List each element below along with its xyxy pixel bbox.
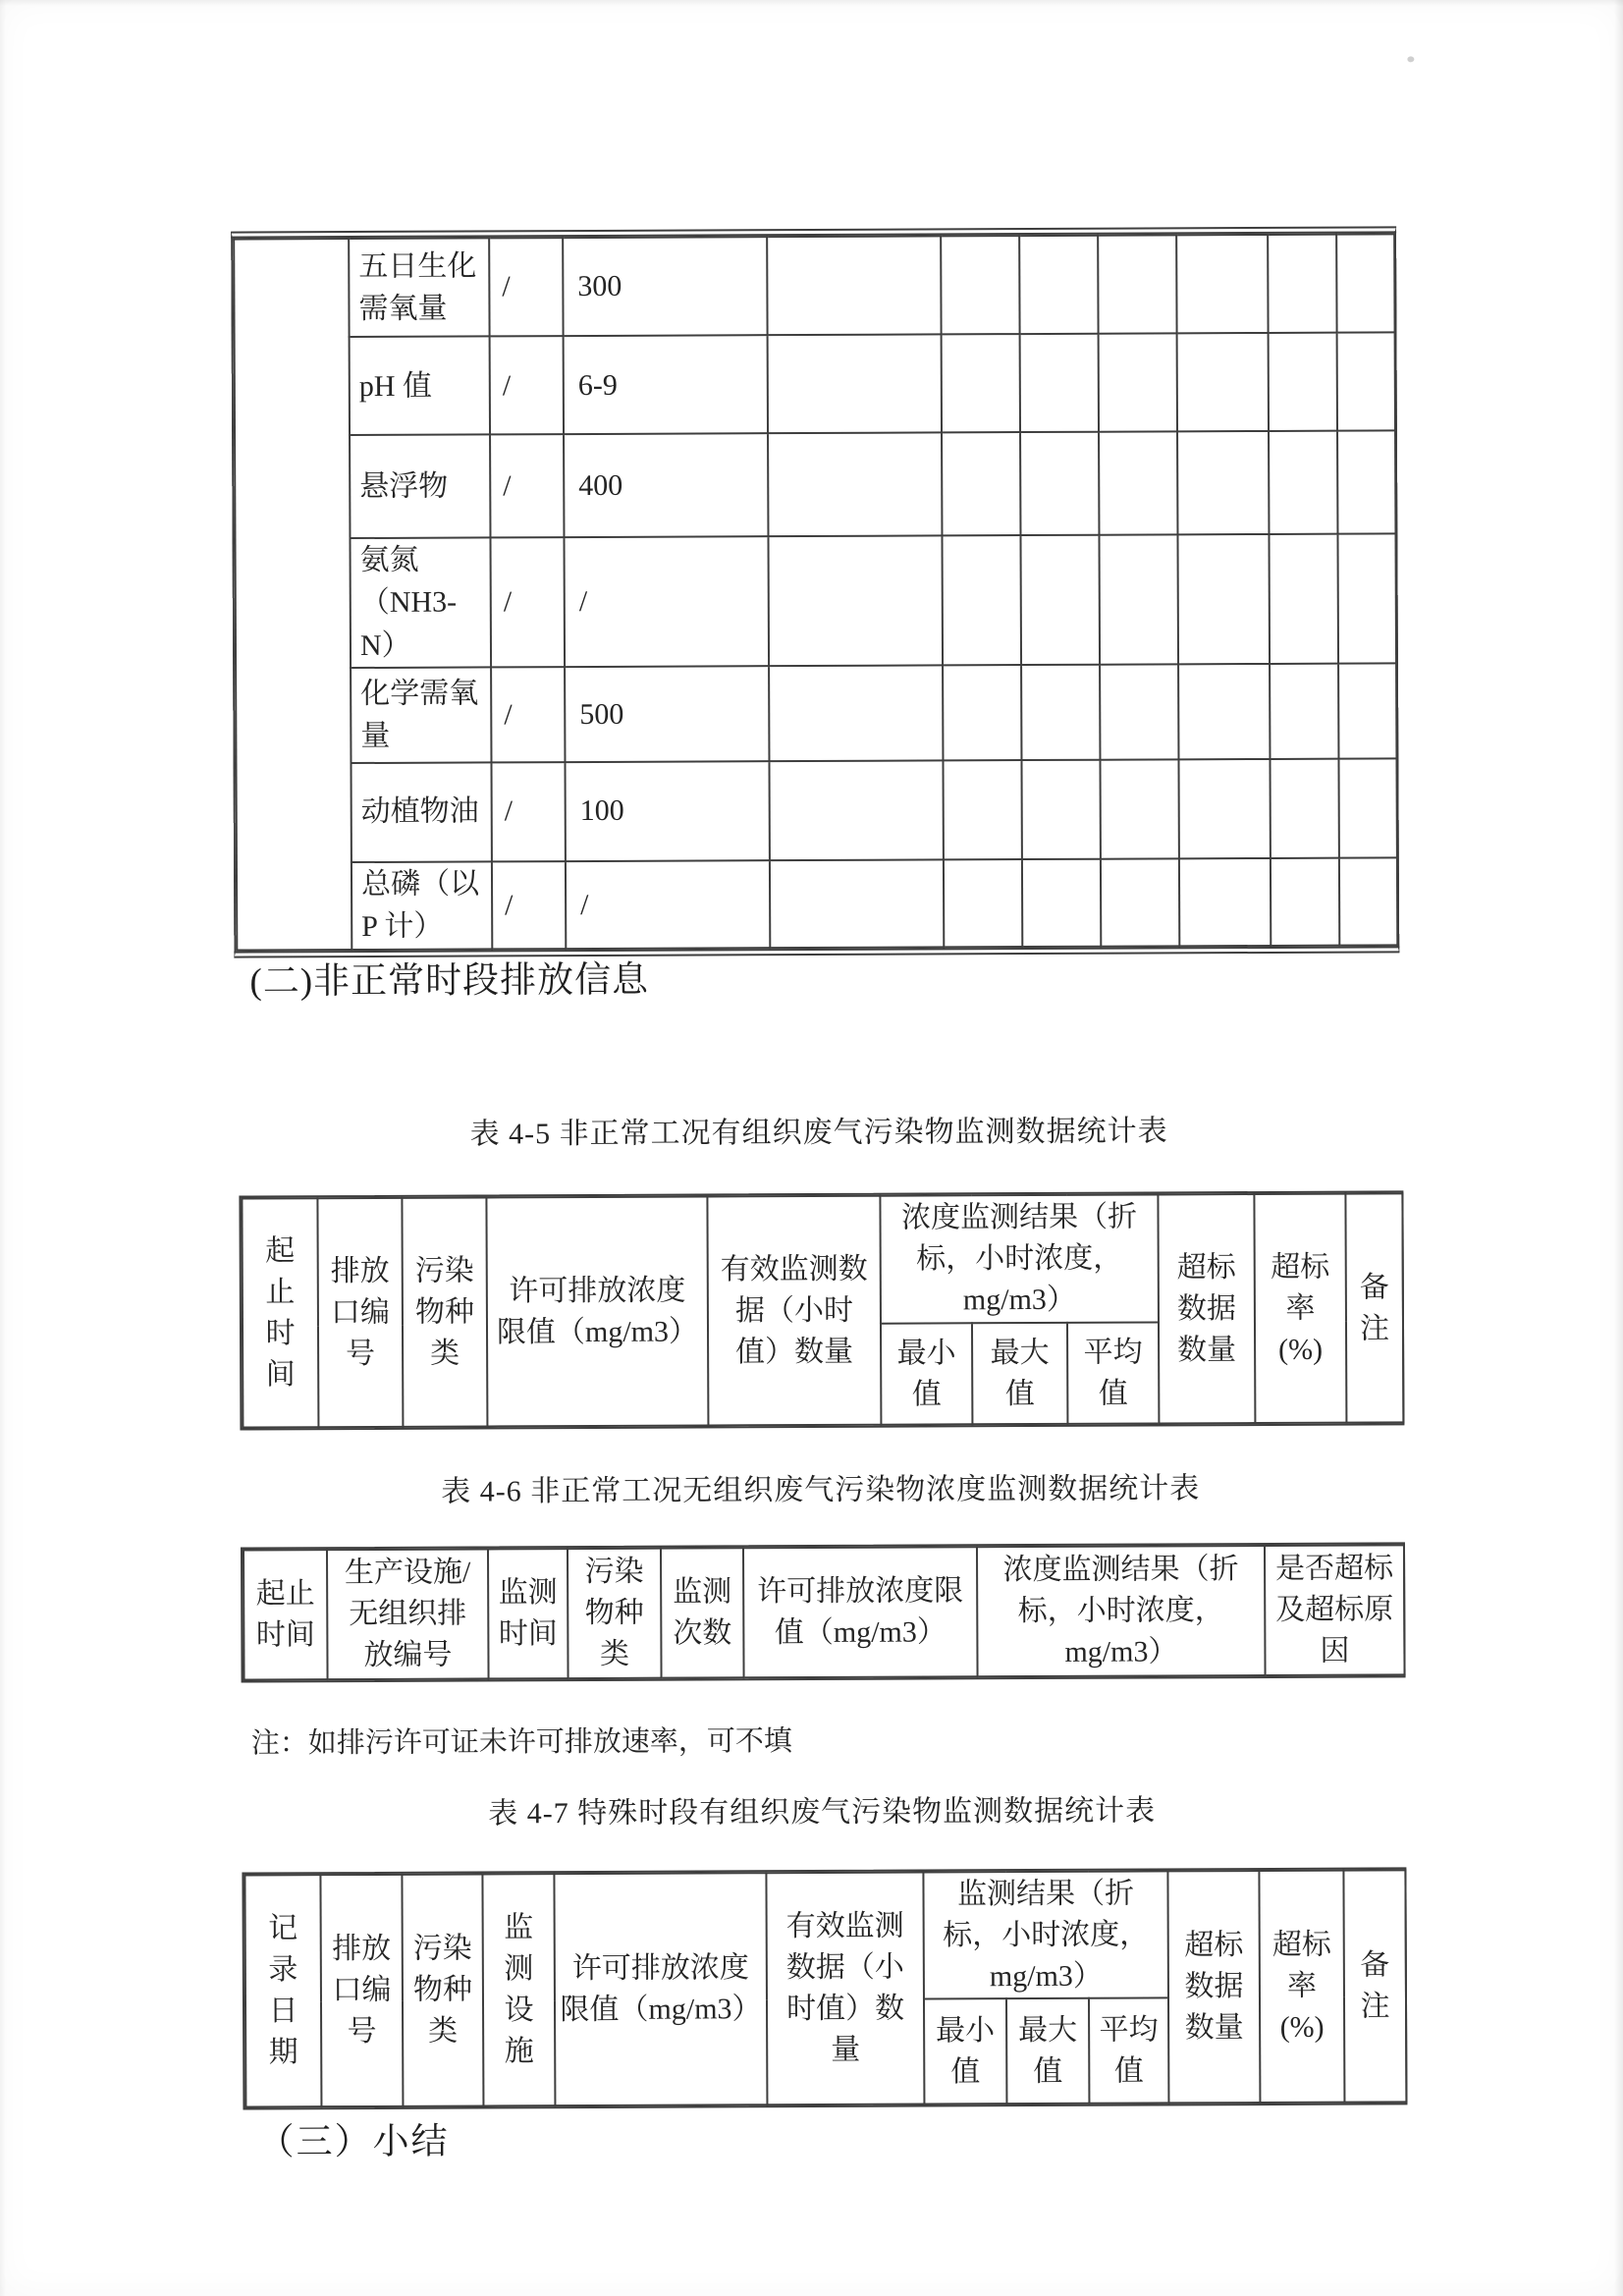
pollutant-name-cell: 总磷（以 P 计） [352, 861, 492, 950]
table-row [242, 1193, 1403, 1326]
table-4-6-caption: 表 4-6 非正常工况无组织废气污染物浓度监测数据统计表 [441, 1472, 1201, 1508]
empty-cell [1176, 235, 1268, 334]
empty-cell [1099, 432, 1177, 535]
empty-cell [1270, 664, 1338, 758]
table-4-7-caption: 表 4-7 特殊时段有组织废气污染物监测数据统计表 [488, 1794, 1157, 1831]
empty-cell [1020, 334, 1099, 433]
header-start-end-time: 起 止 时 间 [242, 1198, 318, 1427]
header-monitor-result-group: 监测结果（折 标，小时浓度， mg/m3） [923, 1871, 1168, 1998]
empty-cell [1271, 857, 1339, 946]
table-row [234, 234, 1394, 337]
empty-cell [1337, 533, 1396, 664]
permit-rate-cell: / [490, 336, 564, 435]
permit-rate-cell: / [491, 667, 565, 762]
empty-cell [769, 760, 943, 860]
empty-cell [1019, 236, 1098, 335]
limit-value-cell: / [564, 536, 769, 668]
pollutant-name-cell: 化学需氧 量 [351, 668, 491, 763]
empty-cell [1177, 431, 1269, 534]
limit-value-cell: 300 [563, 237, 767, 336]
empty-cell [1020, 432, 1099, 535]
empty-cell [944, 859, 1022, 948]
empty-cell [769, 666, 943, 761]
permit-rate-cell: / [492, 861, 566, 950]
header-start-end-time: 起止 时间 [243, 1550, 328, 1679]
empty-cell [942, 334, 1020, 433]
empty-cell [941, 236, 1019, 335]
empty-cell [1178, 759, 1270, 859]
header-min-value: 最小 值 [881, 1323, 972, 1424]
header-permitted-limit: 许可排放浓度 限值（mg/m3） [554, 1873, 767, 2105]
empty-cell [1339, 857, 1397, 945]
merged-category-cell [234, 239, 352, 951]
section-heading-summary: （三）小结 [257, 2121, 450, 2163]
table-row [236, 664, 1396, 763]
empty-cell [942, 535, 1021, 666]
empty-cell [1179, 858, 1271, 947]
table-row [235, 533, 1396, 669]
header-remark: 备 注 [1345, 1193, 1403, 1422]
empty-cell [943, 665, 1021, 760]
empty-cell [768, 433, 942, 536]
empty-cell [1268, 235, 1336, 334]
header-avg-value: 平均 值 [1089, 1997, 1168, 2103]
empty-cell [768, 335, 942, 434]
wastewater-limits-table-wrap [231, 226, 1399, 957]
permit-rate-cell: / [489, 238, 563, 337]
header-valid-data-count: 有效监测 数据（小 时值）数 量 [766, 1873, 924, 2105]
header-pollutant-type: 污染 物种 类 [402, 1874, 483, 2105]
empty-cell [943, 760, 1021, 860]
header-pollutant-type: 污染 物种 类 [568, 1549, 662, 1678]
empty-cell [1099, 334, 1177, 433]
header-exceed-count: 超标 数据 数量 [1158, 1194, 1255, 1423]
pollutant-name-cell: pH 值 [350, 337, 490, 436]
limit-value-cell: 400 [564, 434, 768, 537]
empty-cell [1337, 333, 1395, 431]
empty-cell [768, 535, 943, 667]
empty-cell [767, 236, 941, 335]
header-outlet-number: 排放 口编 号 [317, 1198, 403, 1427]
table-4-5-caption: 表 4-5 非正常工况有组织废气污染物监测数据统计表 [469, 1115, 1168, 1151]
header-monitor-time: 监测 时间 [488, 1549, 568, 1678]
empty-cell [1177, 333, 1269, 432]
empty-cell [770, 859, 944, 948]
pollutant-name-cell: 五日生化 需氧量 [349, 238, 489, 337]
permit-rate-cell: / [490, 435, 564, 538]
empty-cell [1269, 533, 1338, 664]
empty-cell [1100, 665, 1178, 760]
scan-speck [1407, 56, 1414, 62]
table-row [235, 333, 1395, 436]
header-min-value: 最小 值 [924, 1998, 1006, 2104]
table-4-5 [241, 1192, 1404, 1428]
empty-cell [1099, 534, 1178, 665]
wastewater-limits-table [233, 233, 1398, 951]
header-valid-data-count: 有效监测数 据（小时 值）数量 [707, 1196, 881, 1426]
limit-value-cell: 6-9 [564, 335, 768, 434]
permit-rate-cell: / [490, 537, 565, 668]
empty-cell [1336, 234, 1394, 332]
table-row [236, 758, 1396, 862]
limit-value-cell: / [566, 860, 770, 949]
header-outlet-number: 排放 口编 号 [320, 1875, 403, 2106]
empty-cell [1098, 235, 1176, 334]
empty-cell [1270, 758, 1338, 858]
empty-cell [1338, 664, 1396, 758]
table-note: 注：如排污许可证未许可排放速率，可不填 [250, 1725, 792, 1760]
table-row [237, 857, 1397, 950]
empty-cell [1021, 665, 1100, 760]
table-row [243, 1545, 1405, 1679]
table-row [235, 431, 1395, 538]
empty-cell [1269, 431, 1337, 534]
header-monitor-device: 监 测 设 施 [482, 1874, 555, 2105]
table-4-6-wrap [241, 1542, 1406, 1682]
permit-rate-cell: / [491, 762, 565, 862]
table-4-7-wrap [242, 1867, 1407, 2109]
table-4-7 [243, 1869, 1407, 2107]
header-max-value: 最大 值 [972, 1323, 1067, 1424]
limit-value-cell: 500 [565, 667, 769, 762]
limit-value-cell: 100 [565, 761, 769, 861]
empty-cell [1178, 664, 1270, 759]
header-facility-number: 生产设施/ 无组织排 放编号 [327, 1549, 489, 1679]
header-record-date: 记 录 日 期 [244, 1875, 321, 2106]
header-concentration-result: 浓度监测结果（折 标，小时浓度， mg/m3） [977, 1546, 1266, 1676]
header-avg-value: 平均 值 [1067, 1322, 1159, 1423]
header-exceed-rate: 超标 率 (%) [1254, 1194, 1346, 1423]
empty-cell [1100, 759, 1178, 859]
table-row [244, 1870, 1406, 2001]
header-max-value: 最大 值 [1006, 1998, 1089, 2104]
header-permitted-limit: 许可排放浓度限 值（mg/m3） [743, 1547, 978, 1677]
empty-cell [1021, 759, 1100, 859]
empty-cell [1020, 534, 1100, 665]
table-4-6 [243, 1544, 1406, 1680]
header-permitted-limit: 许可排放浓度 限值（mg/m3） [486, 1196, 708, 1426]
header-exceed-reason: 是否超标 及超标原 因 [1265, 1545, 1405, 1675]
table-4-5-wrap [239, 1190, 1404, 1430]
pollutant-name-cell: 悬浮物 [350, 435, 490, 538]
header-exceed-count: 超标 数据 数量 [1167, 1871, 1260, 2103]
header-remark: 备 注 [1343, 1870, 1406, 2102]
empty-cell [1338, 758, 1396, 857]
empty-cell [1101, 858, 1179, 947]
empty-cell [1269, 333, 1337, 432]
header-pollutant-type: 污染 物种 类 [402, 1197, 487, 1426]
empty-cell [1177, 534, 1270, 665]
empty-cell [942, 432, 1020, 535]
pollutant-name-cell: 动植物油 [351, 762, 491, 862]
empty-cell [1337, 431, 1395, 533]
empty-cell [1022, 858, 1101, 947]
pollutant-name-cell: 氨氮 （NH3- N） [350, 537, 491, 668]
section-heading-abnormal-period: (二)非正常时段排放信息 [249, 959, 650, 1003]
header-exceed-rate: 超标 率 (%) [1259, 1871, 1344, 2103]
header-concentration-result-group: 浓度监测结果（折 标，小时浓度， mg/m3） [880, 1194, 1159, 1323]
header-monitor-count: 监测 次数 [661, 1548, 744, 1677]
